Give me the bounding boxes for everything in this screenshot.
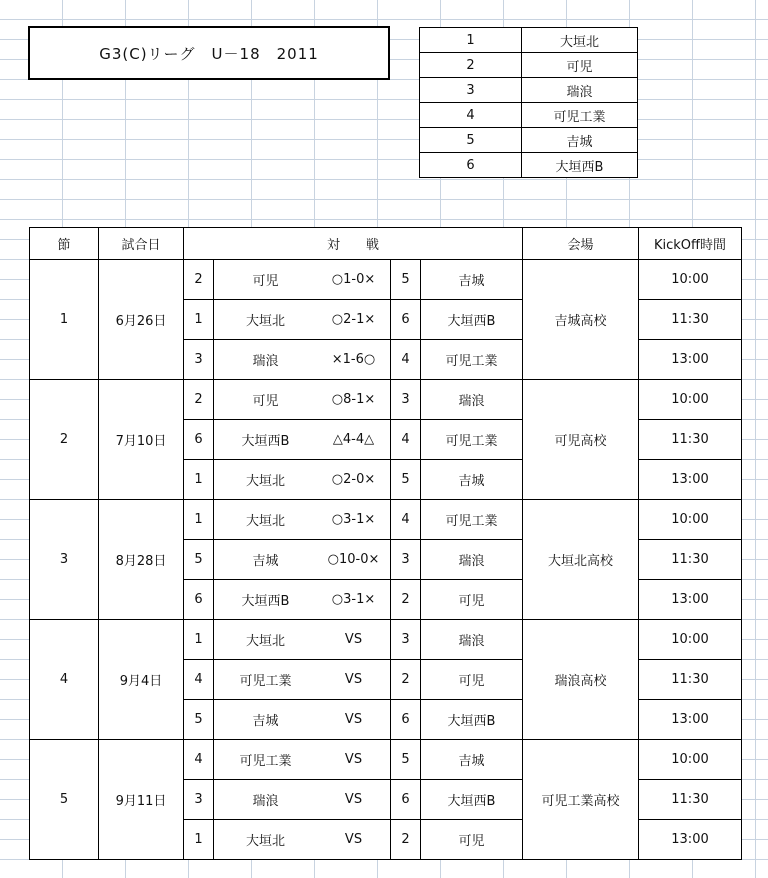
- away-team-number: 4: [391, 420, 421, 460]
- match-row: [30, 620, 742, 660]
- header-date: 試合日: [99, 228, 184, 260]
- team-name: 可児: [522, 53, 638, 78]
- match-row: [30, 380, 742, 420]
- match-row: [30, 740, 742, 780]
- away-team: 可児: [421, 660, 523, 700]
- away-team-number: 6: [391, 780, 421, 820]
- home-team-number: 6: [184, 580, 214, 620]
- away-team: 吉城: [421, 460, 523, 500]
- team-row: [420, 153, 638, 178]
- venue: 可児工業高校: [523, 740, 639, 860]
- home-team: 瑞浪: [214, 780, 318, 820]
- away-team-number: 3: [391, 620, 421, 660]
- match-result: ○2-0×: [317, 460, 391, 500]
- away-team-number: 2: [391, 820, 421, 860]
- away-team: 可児: [421, 820, 523, 860]
- match-result: VS: [317, 820, 391, 860]
- home-team: 大垣北: [214, 300, 318, 340]
- match-result: ×1-6○: [317, 340, 391, 380]
- away-team: 吉城: [421, 740, 523, 780]
- home-team: 大垣北: [214, 460, 318, 500]
- match-result: VS: [317, 660, 391, 700]
- header-venue: 会場: [523, 228, 639, 260]
- team-number: 3: [420, 78, 522, 103]
- away-team-number: 6: [391, 700, 421, 740]
- home-team: 大垣北: [214, 500, 318, 540]
- match-date: 6月26日: [99, 260, 184, 380]
- kickoff-time: 13:00: [639, 460, 742, 500]
- venue: 可児高校: [523, 380, 639, 500]
- match-result: ○2-1×: [317, 300, 391, 340]
- home-team-number: 2: [184, 260, 214, 300]
- home-team-number: 4: [184, 740, 214, 780]
- away-team: 瑞浪: [421, 540, 523, 580]
- kickoff-time: 11:30: [639, 420, 742, 460]
- away-team-number: 2: [391, 660, 421, 700]
- home-team: 大垣西B: [214, 580, 318, 620]
- team-row: [420, 53, 638, 78]
- away-team-number: 5: [391, 260, 421, 300]
- away-team: 大垣西B: [421, 300, 523, 340]
- kickoff-time: 10:00: [639, 500, 742, 540]
- venue: 瑞浪高校: [523, 620, 639, 740]
- match-date: 9月4日: [99, 620, 184, 740]
- kickoff-time: 13:00: [639, 820, 742, 860]
- team-number: 2: [420, 53, 522, 78]
- team-number: 6: [420, 153, 522, 178]
- team-name: 可児工業: [522, 103, 638, 128]
- team-row: [420, 103, 638, 128]
- home-team: 可児工業: [214, 740, 318, 780]
- team-name: 大垣北: [522, 28, 638, 53]
- home-team-number: 5: [184, 700, 214, 740]
- home-team-number: 1: [184, 300, 214, 340]
- match-result: VS: [317, 620, 391, 660]
- home-team: 吉城: [214, 540, 318, 580]
- match-result: VS: [317, 780, 391, 820]
- team-row: [420, 28, 638, 53]
- match-result: ○3-1×: [317, 580, 391, 620]
- home-team-number: 3: [184, 780, 214, 820]
- team-number: 5: [420, 128, 522, 153]
- match-result: ○8-1×: [317, 380, 391, 420]
- away-team: 大垣西B: [421, 700, 523, 740]
- home-team-number: 1: [184, 500, 214, 540]
- home-team-number: 1: [184, 620, 214, 660]
- match-result: ○10-0×: [317, 540, 391, 580]
- team-number: 4: [420, 103, 522, 128]
- home-team-number: 3: [184, 340, 214, 380]
- team-number-table: [419, 27, 638, 178]
- team-row: [420, 78, 638, 103]
- home-team: 可児: [214, 380, 318, 420]
- home-team-number: 1: [184, 820, 214, 860]
- home-team-number: 6: [184, 420, 214, 460]
- away-team: 瑞浪: [421, 380, 523, 420]
- header-kickoff: KickOff時間: [639, 228, 742, 260]
- away-team-number: 6: [391, 300, 421, 340]
- team-name: 大垣西B: [522, 153, 638, 178]
- team-row: [420, 128, 638, 153]
- home-team: 大垣北: [214, 820, 318, 860]
- match-row: [30, 500, 742, 540]
- away-team: 可児: [421, 580, 523, 620]
- kickoff-time: 10:00: [639, 380, 742, 420]
- home-team-number: 2: [184, 380, 214, 420]
- home-team: 大垣西B: [214, 420, 318, 460]
- match-date: 7月10日: [99, 380, 184, 500]
- home-team: 大垣北: [214, 620, 318, 660]
- away-team: 可児工業: [421, 420, 523, 460]
- venue: 吉城高校: [523, 260, 639, 380]
- kickoff-time: 11:30: [639, 300, 742, 340]
- match-row: [30, 260, 742, 300]
- kickoff-time: 13:00: [639, 340, 742, 380]
- header-match: 対 戦: [184, 228, 523, 260]
- home-team-number: 4: [184, 660, 214, 700]
- away-team: 吉城: [421, 260, 523, 300]
- schedule-header-row: [30, 228, 742, 260]
- home-team-number: 1: [184, 460, 214, 500]
- round-number: 5: [30, 740, 99, 860]
- away-team: 可児工業: [421, 340, 523, 380]
- round-number: 3: [30, 500, 99, 620]
- match-result: △4-4△: [317, 420, 391, 460]
- away-team-number: 2: [391, 580, 421, 620]
- home-team: 可児工業: [214, 660, 318, 700]
- kickoff-time: 11:30: [639, 780, 742, 820]
- team-number: 1: [420, 28, 522, 53]
- round-number: 1: [30, 260, 99, 380]
- match-date: 9月11日: [99, 740, 184, 860]
- away-team-number: 3: [391, 540, 421, 580]
- away-team: 大垣西B: [421, 780, 523, 820]
- kickoff-time: 11:30: [639, 660, 742, 700]
- round-number: 2: [30, 380, 99, 500]
- home-team: 瑞浪: [214, 340, 318, 380]
- away-team-number: 4: [391, 500, 421, 540]
- kickoff-time: 10:00: [639, 260, 742, 300]
- team-name: 吉城: [522, 128, 638, 153]
- match-schedule-table: [29, 227, 742, 860]
- kickoff-time: 10:00: [639, 620, 742, 660]
- match-date: 8月28日: [99, 500, 184, 620]
- home-team: 可児: [214, 260, 318, 300]
- home-team-number: 5: [184, 540, 214, 580]
- kickoff-time: 13:00: [639, 700, 742, 740]
- kickoff-time: 10:00: [639, 740, 742, 780]
- round-number: 4: [30, 620, 99, 740]
- match-result: ○3-1×: [317, 500, 391, 540]
- team-name: 瑞浪: [522, 78, 638, 103]
- match-result: ○1-0×: [317, 260, 391, 300]
- away-team: 可児工業: [421, 500, 523, 540]
- kickoff-time: 13:00: [639, 580, 742, 620]
- away-team-number: 5: [391, 740, 421, 780]
- away-team-number: 3: [391, 380, 421, 420]
- away-team-number: 5: [391, 460, 421, 500]
- match-result: VS: [317, 740, 391, 780]
- league-title: G3(C)リーグ U－18 2011: [28, 26, 390, 80]
- match-result: VS: [317, 700, 391, 740]
- home-team: 吉城: [214, 700, 318, 740]
- away-team-number: 4: [391, 340, 421, 380]
- kickoff-time: 11:30: [639, 540, 742, 580]
- away-team: 瑞浪: [421, 620, 523, 660]
- header-setsu: 節: [30, 228, 99, 260]
- venue: 大垣北高校: [523, 500, 639, 620]
